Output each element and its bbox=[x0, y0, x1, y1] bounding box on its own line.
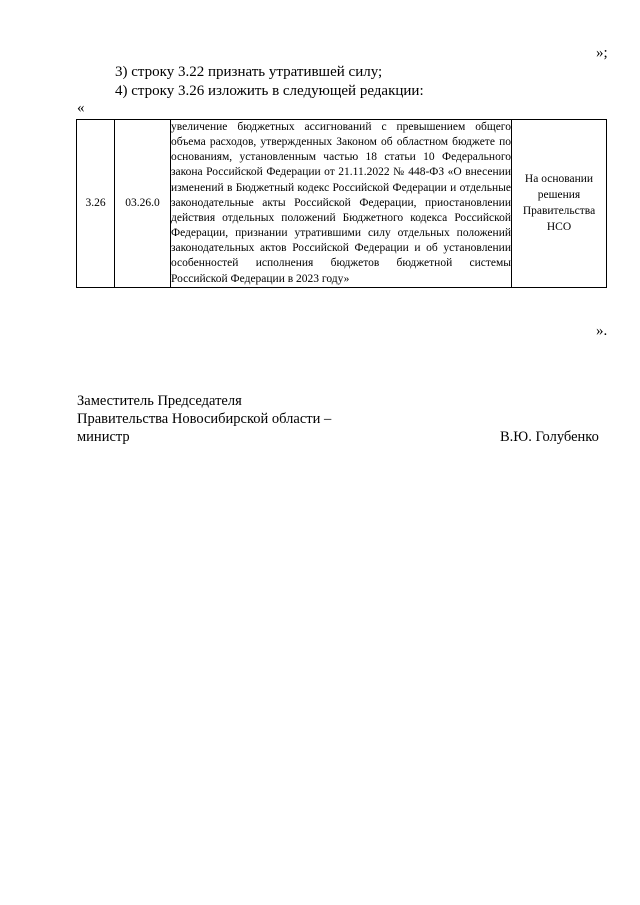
signatory-title bbox=[77, 392, 331, 446]
basis-line: НСО bbox=[546, 221, 572, 234]
signatory-title-line: министр bbox=[77, 429, 130, 445]
amendment-item-3: 3) строку 3.22 признать утратившей силу; bbox=[115, 64, 383, 80]
table-row bbox=[77, 120, 607, 288]
amendment-item-4: 4) строку 3.26 изложить в следующей редакции: bbox=[115, 83, 424, 99]
row-description-cell: увеличение бюджетных ассигнований с превышением общего объема расходов, утвержденных Законом об областном бюджете по основаниям, установленным частью 18 статьи 10 Федерального закона Российской Федерации от 21.11.2022 № 448-ФЗ «О внесении изменений в Бюджетный кодекс Российской Федерации и отдельные законодательные акты Российской Федерации, приостановлении действия отдельных положений Бюджетного кодекса Российской Федерации, признании утратившими силу отдельных положений законодательных актов Российской Федерации и об установлении особенностей исполнения бюджетов бюджетной системы Российской Федерации в 2023 году» bbox=[171, 120, 512, 288]
row-code-cell: 03.26.0 bbox=[115, 120, 171, 288]
signatory-name: В.Ю. Голубенко bbox=[500, 429, 599, 445]
amendment-table bbox=[76, 119, 607, 288]
opening-quote: « bbox=[77, 100, 85, 116]
closing-quote-bottom: ». bbox=[596, 323, 608, 339]
row-basis-cell bbox=[512, 120, 607, 288]
basis-line: На основании bbox=[524, 173, 594, 186]
signatory-title-line: Правительства Новосибирской области – bbox=[77, 411, 332, 427]
basis-line: Правительства bbox=[522, 205, 596, 218]
signatory-title-line: Заместитель Председателя bbox=[77, 393, 242, 409]
basis-line: решения bbox=[537, 189, 581, 202]
closing-quote-top: »; bbox=[596, 45, 608, 61]
row-number-cell: 3.26 bbox=[77, 120, 115, 288]
